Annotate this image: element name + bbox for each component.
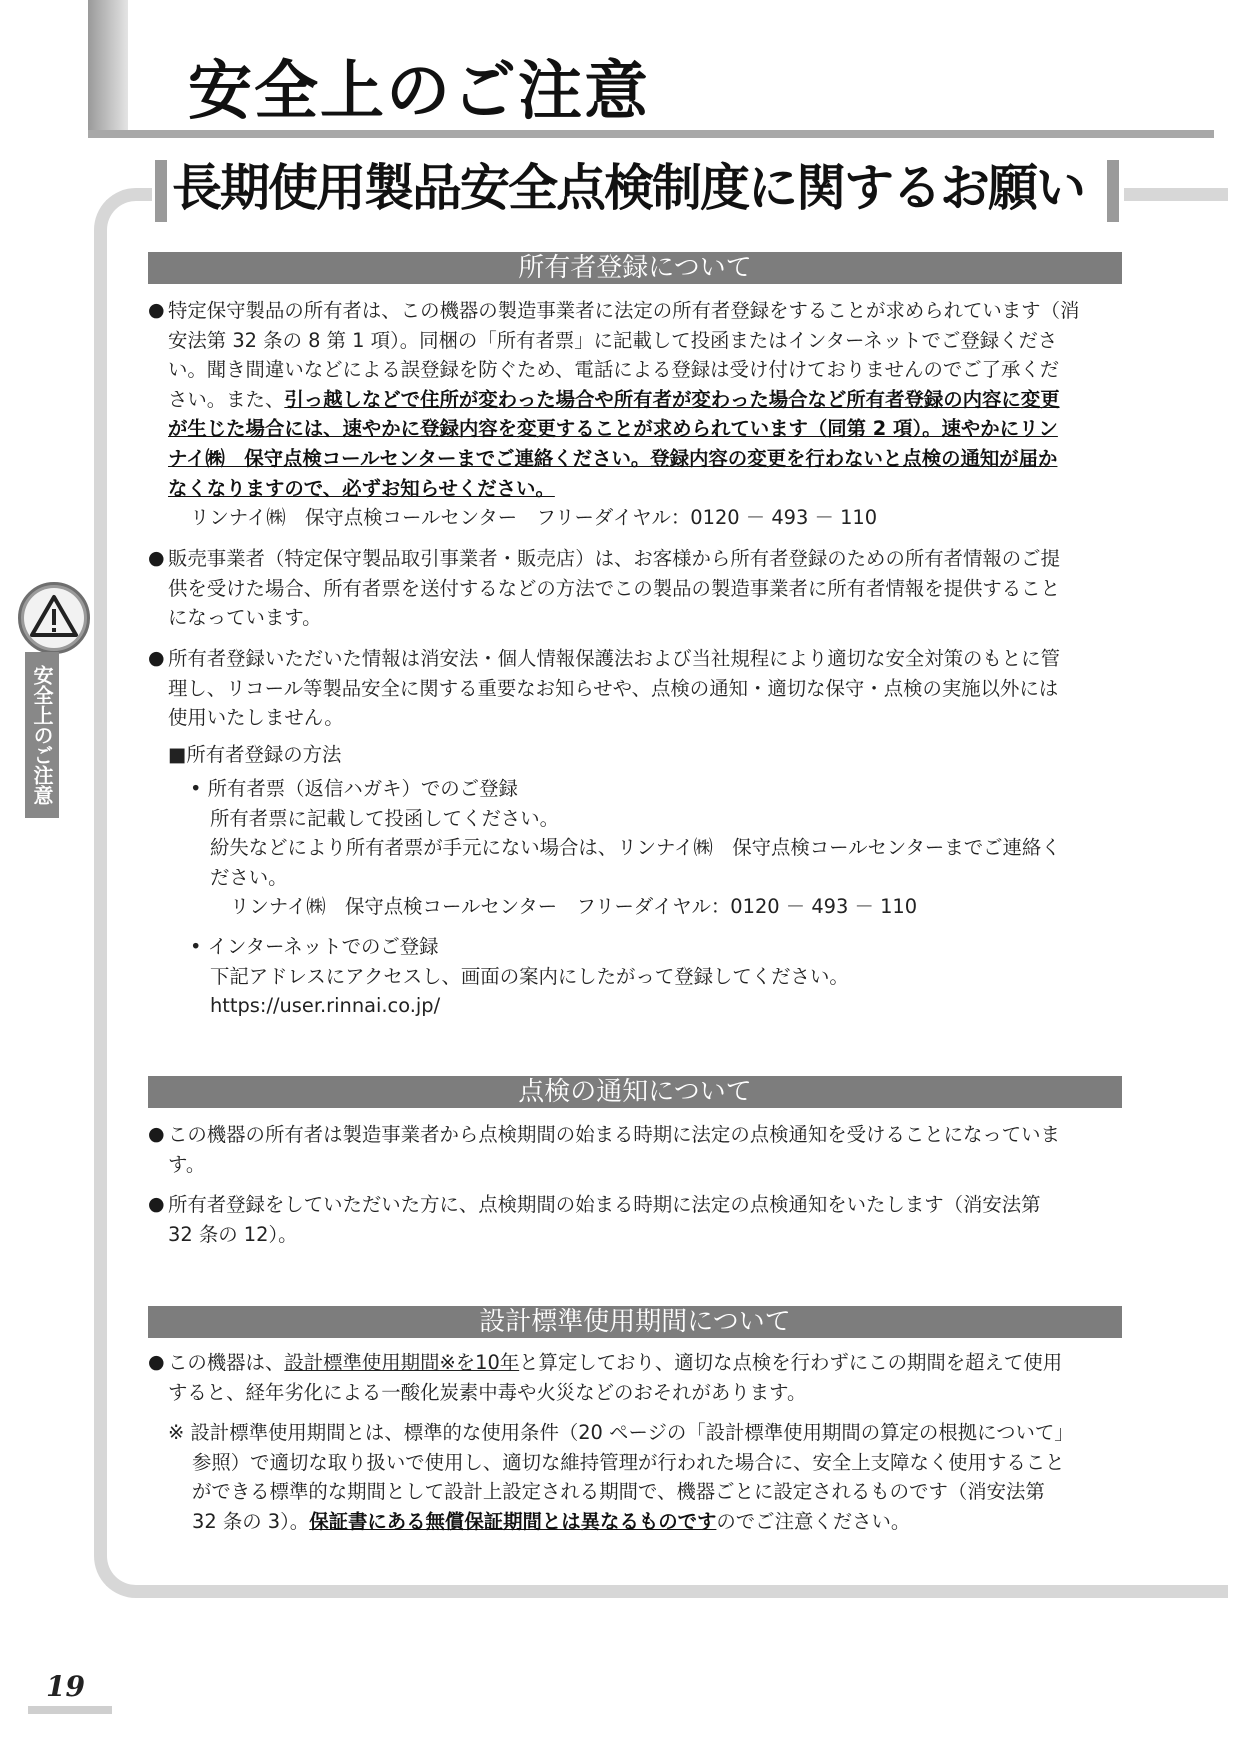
paragraph-design-period: この機器は、設計標準使用期間※を10年と算定しており、適切な点検を行わずにこの期間を超えて使用 すると、経年劣化による一酸化炭素中毒や火災などのおそれがあります。 (168, 1351, 1063, 1404)
section-heading-inspection-notice: 点検の通知について (148, 1076, 1122, 1108)
warning-icon (18, 582, 90, 654)
paragraph-inspection-notice-1: この機器の所有者は製造事業者から点検期間の始まる時期に法定の点検通知を受けることになっていま す。 (168, 1123, 1060, 1176)
paragraph-privacy: 所有者登録いただいた情報は消安法・個人情報保護法および当社規程により適切な安全対策のもとに管 理し、リコール等製品安全に関する重要なお知らせや、点検の通知・適切な保守・点検の実施以外には 使用いたしません。 (168, 647, 1060, 730)
registration-url-link[interactable]: https://user.rinnai.co.jp/ (210, 994, 441, 1018)
bullet-icon: ● (148, 647, 165, 669)
method-postcard: • 所有者票（返信ハガキ）でのご登録 所有者票に記載して投函してください。 紛失などにより所有者票が手元にない場合は、リンナイ㈱ 保守点検コールセンターまでご連絡く ださい。 リンナイ㈱ 保守点検コールセンター フリーダイヤル：0120 － 493 － 110 (190, 774, 1130, 922)
bullet-icon: ● (148, 1351, 165, 1373)
paragraph-owner-registration: 特定保守製品の所有者は、この機器の製造事業者に法定の所有者登録をすることが求められています（消 安法第 32 条の 8 第 1 項）。同梱の「所有者票」に記載して投函またはインターネットでご登録くださ い。聞き間違いなどによる誤登録を防ぐため、電話による登録は受け付けておりませんのでご了承くだ さい。また、引っ越しなどで住所が変わった場合や所有者が変わった場合など所有者登録の内容に変更 が生じた場合には、速やかに登録内容を変更することが求められています（同第 2 項）。速やかにリン ナイ㈱ 保守点検コールセンターまでご連絡ください。登録内容の変更を行わないと点検の通知が届か なくなりますので、必ずお知らせください。 リンナイ㈱ 保守点検コールセンター フリーダイヤル：0120 － 493 － 110 (168, 296, 1128, 533)
paragraph-inspection-notice-2: 所有者登録をしていただいた方に、点検期間の始まる時期に法定の点検通知をいたします（消安法第 32 条の 12）。 (168, 1193, 1041, 1246)
bullet-icon: ● (148, 299, 165, 321)
side-tab-label: 安全上のご注意 (25, 652, 59, 818)
paragraph-retailer: 販売事業者（特定保守製品取引事業者・販売店）は、お客様から所有者登録のための所有者情報のご提 供を受けた場合、所有者票を送付するなどの方法でこの製品の製造事業者に所有者情報を提供すること になっています。 (168, 547, 1060, 630)
method-internet: • インターネットでのご登録 下記アドレスにアクセスし、画面の案内にしたがって登録してください。 https://user.rinnai.co.jp/ (190, 932, 1130, 1021)
contact-line: リンナイ㈱ 保守点検コールセンター フリーダイヤル：0120 － 493 － 110 (190, 506, 878, 530)
section-heading-owner-registration: 所有者登録について (148, 252, 1122, 284)
subtitle-right-bar (1107, 160, 1119, 222)
page-number: 19 (46, 1670, 85, 1703)
footer-line (28, 1706, 112, 1714)
page-title: 安全上のご注意 (188, 55, 650, 129)
subtitle: 長期使用製品安全点検制度に関するお願い (172, 159, 1084, 217)
bullet-icon: ● (148, 547, 165, 569)
bullet-icon: ● (148, 1123, 165, 1145)
method-title: ■所有者登録の方法 (168, 743, 342, 766)
subtitle-left-bar (155, 160, 167, 222)
contact-line: リンナイ㈱ 保守点検コールセンター フリーダイヤル：0120 － 493 － 110 (230, 895, 918, 919)
design-period-note: ※ 設計標準使用期間とは、標準的な使用条件（20 ページの「設計標準使用期間の算定の根拠について」 参照）で適切な取り扱いで使用し、適切な維持管理が行われた場合に、安全上支障なく使用すること ができる標準的な期間として設計上設定される期間で、機器ごとに設定されるものです（消安法第 32 条の 3）。保証書にある無償保証期間とは異なるものですのでご注意ください。 (168, 1421, 1074, 1533)
section-heading-design-period: 設計標準使用期間について (148, 1306, 1122, 1338)
bullet-icon: ● (148, 1193, 165, 1215)
header-accent-bar (88, 0, 128, 138)
